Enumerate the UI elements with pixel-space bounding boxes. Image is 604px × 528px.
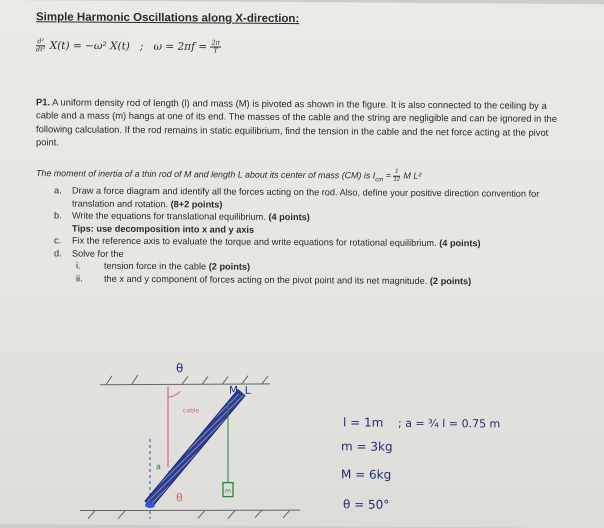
- item-marker: a.: [54, 185, 62, 196]
- derivative-numerator: d²: [37, 37, 45, 46]
- item-points: (4 points): [268, 211, 310, 223]
- floor-hatch: [80, 509, 300, 521]
- cable-label: cable: [183, 407, 200, 415]
- item-points: (4 points): [439, 238, 481, 249]
- sub-item-text: the x and y component of forces acting on the pivot point and its net magnitude.: [104, 273, 428, 286]
- item-text: Fix the reference axis to evaluate the torque and write equations for rotational equilibrium.: [72, 235, 437, 249]
- shm-equation: X(t) = −ω² X(t): [49, 39, 130, 53]
- sub-item-text: tension force in the cable: [104, 260, 207, 272]
- theta-bottom-label: θ: [176, 491, 183, 505]
- problem-text: A uniform density rod of length (l) and mass (M) is pivoted as shown in the figure. It is also connected to the ceiling by a cable and a mass (m) hangs at one of its end. The masses of the cable and the string are negligible and can be ignored in the following calculation. If the rod remains in static equilibrium, find the tension in the cable and the net force acting at the pivot point.: [36, 96, 557, 148]
- list-item: [54, 184, 574, 213]
- second-derivative-fraction: [36, 38, 45, 53]
- sub-item-marker: i.: [76, 260, 81, 271]
- rod-label: M, L: [229, 384, 251, 397]
- given-angle: θ = 50°: [343, 497, 390, 512]
- given-length: l = 1m: [343, 415, 384, 430]
- item-text: Write the equations for translational equilibrium.: [72, 210, 266, 222]
- problem-statement: [36, 95, 564, 152]
- sub-item-points: (2 points): [429, 275, 472, 286]
- angle-arc-top: [168, 391, 180, 397]
- moment-fraction: [393, 169, 400, 184]
- given-values: [341, 415, 500, 512]
- moment-numerator: 1: [393, 169, 400, 177]
- moment-tail: M L²: [403, 170, 422, 181]
- item-tip: Tips: use decomposition into x and y axis: [72, 223, 255, 235]
- question-list: [54, 184, 574, 288]
- sub-item-points: (2 points): [208, 261, 251, 272]
- shm-formula: [36, 38, 222, 54]
- a-label: a: [156, 462, 161, 472]
- problem-label: P1.: [36, 96, 51, 108]
- derivative-denominator: dt²: [36, 45, 46, 54]
- page-title: Simple Harmonic Oscillations along X-direction:: [36, 11, 300, 26]
- period-denominator: T: [213, 46, 218, 55]
- item-points: (8+2 points): [170, 198, 223, 210]
- formula-separator: ;: [139, 40, 144, 53]
- period-fraction: [210, 39, 220, 54]
- given-mass-m: m = 3kg: [341, 439, 393, 454]
- list-item: [54, 209, 574, 238]
- mass-box-label: m: [225, 487, 231, 495]
- rod-diagram: [0, 348, 604, 528]
- sub-list-item: [76, 272, 574, 288]
- given-distance-a: ; a = ¾ l = 0.75 m: [398, 416, 501, 431]
- moment-equals: =: [383, 170, 394, 181]
- period-numerator: 2π: [211, 38, 220, 47]
- theta-top-label: θ: [176, 361, 184, 376]
- moment-subscript: cm: [375, 177, 384, 184]
- item-text: Solve for the: [72, 248, 124, 259]
- item-marker: c.: [54, 235, 62, 246]
- item-text: Draw a force diagram and identify all the forces acting on the rod. Also, define your positive direction convention for translation and rotation.: [72, 185, 540, 209]
- item-marker: b.: [54, 210, 62, 221]
- sub-item-marker: ii.: [76, 273, 83, 284]
- moment-text: The moment of inertia of a thin rod of M and length L about its center of mass (CM) is I: [36, 168, 376, 181]
- given-mass-M: M = 6kg: [341, 467, 392, 482]
- angular-frequency-equation: ω = 2πf =: [153, 40, 208, 53]
- item-marker: d.: [54, 247, 62, 258]
- moment-denominator: 12: [393, 176, 401, 183]
- moment-of-inertia-note: [36, 166, 576, 185]
